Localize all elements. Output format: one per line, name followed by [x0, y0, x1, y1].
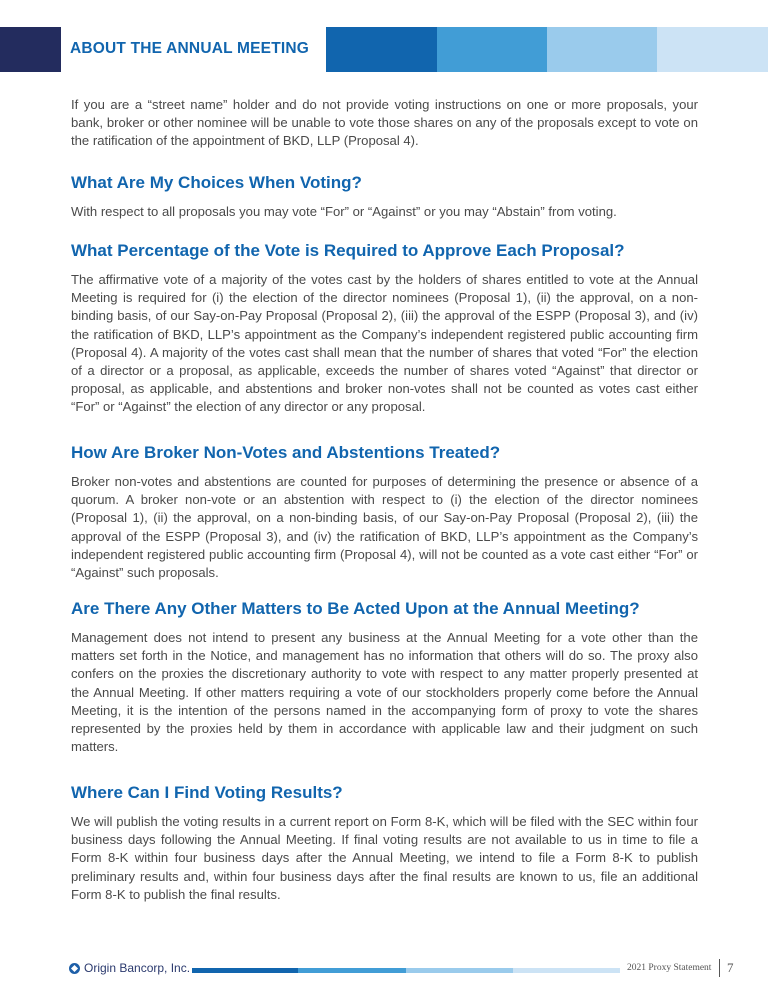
- section-body: The affirmative vote of a majority of the votes cast by the holders of shares entitled to vote at the Annual Meeting is required for (i) the election of the director nominees (Proposal 1), (ii) the approval, on a non-binding basis, of our Say-on-Pay Proposal (Proposal 2), (iii) the approval of the ESPP (Proposal 3), and (iv) the ratification of BKD, LLP’s appointment as the Company’s independent registered public accounting firm (Proposal 4). A majority of the votes cast shall mean that the number of shares that voted “For” the election of a director or a proposal, as applicable, exceeds the number of shares voted “Against” that director or proposal, as applicable, and abstentions and broker non-votes shall not be counted as votes cast either “For” or “Against” the election of any director or any proposal.: [71, 272, 698, 415]
- company-name: Origin Bancorp, Inc.: [84, 961, 191, 975]
- section-body: Broker non-votes and abstentions are counted for purposes of determining the presence or absence of a quorum. A broker non-vote or an abstention with respect to (i) the election of the director nominees (Proposal 1), (ii) the approval, on a non-binding basis, of our Say-on-Pay Proposal (Proposal 2), (iii) the approval of the ESPP (Proposal 3), and (iv) the ratification of BKD, LLP’s appointment as the Company’s independent registered public accounting firm (Proposal 4), will not be counted as a vote cast either “For” or “Against” such proposals.: [71, 474, 698, 581]
- section-heading: How Are Broker Non-Votes and Abstentions Treated?: [71, 443, 501, 462]
- section-vote-percentage: [71, 240, 698, 417]
- section-body: We will publish the voting results in a current report on Form 8-K, which will be filed with the SEC within four business days following the Annual Meeting. If final voting results are not available to us in time to file a Form 8-K within four business days after the Annual Meeting, we intend to file a Form 8-K to publish preliminary results and, within four business days after the final results are known to us, file an additional Form 8-K to publish the final results.: [71, 814, 698, 902]
- section-other-matters: [71, 598, 698, 756]
- origin-logo-icon: [69, 963, 80, 974]
- section-body: With respect to all proposals you may vote “For” or “Against” or you may “Abstain” from voting.: [71, 204, 617, 219]
- section-heading: What Percentage of the Vote is Required to Approve Each Proposal?: [71, 241, 625, 260]
- page-number: 7: [727, 960, 734, 975]
- section-voting-results: [71, 782, 698, 904]
- section-heading: What Are My Choices When Voting?: [71, 173, 362, 192]
- header-color-bar-2: [437, 27, 547, 72]
- intro-block: [71, 96, 698, 151]
- header-color-bar-4: [657, 27, 768, 72]
- document-title: 2021 Proxy Statement: [627, 963, 712, 973]
- intro-paragraph: If you are a “street name” holder and do not provide voting instructions on one or more proposals, your bank, broker or other nominee will be unable to vote those shares on any of the proposals except to vote on the ratification of the appointment of BKD, LLP (Proposal 4).: [71, 97, 698, 149]
- section-voting-choices: [71, 172, 698, 221]
- page-footer: [0, 958, 768, 982]
- footer-color-bar-1: [192, 968, 298, 973]
- section-heading: Where Can I Find Voting Results?: [71, 783, 343, 802]
- footer-color-bar-2: [298, 968, 406, 973]
- section-broker-non-votes: [71, 442, 698, 582]
- header-color-bar-3: [547, 27, 657, 72]
- company-logo: [69, 961, 190, 975]
- footer-divider: [719, 959, 720, 977]
- footer-color-bar-4: [513, 968, 620, 973]
- section-body: Management does not intend to present any business at the Annual Meeting for a vote other than the matters set forth in the Notice, and management has no information that others will do so. The proxy also confers on the proxies the discretionary authority to vote with respect to any matter properly presented at the Annual Meeting. If other matters requiring a vote of our stockholders properly come before the Annual Meeting, it is the intention of the persons named in the accompanying form of proxy to vote the shares represented by the proxies held by them in accordance with applicable law and their judgment on such matters.: [71, 630, 698, 755]
- section-heading: Are There Any Other Matters to Be Acted Upon at the Annual Meeting?: [71, 599, 640, 618]
- section-title: ABOUT THE ANNUAL MEETING: [70, 40, 310, 57]
- header-color-bar-1: [326, 27, 437, 72]
- header-navy-block: [0, 27, 61, 72]
- footer-color-bar-3: [406, 968, 513, 973]
